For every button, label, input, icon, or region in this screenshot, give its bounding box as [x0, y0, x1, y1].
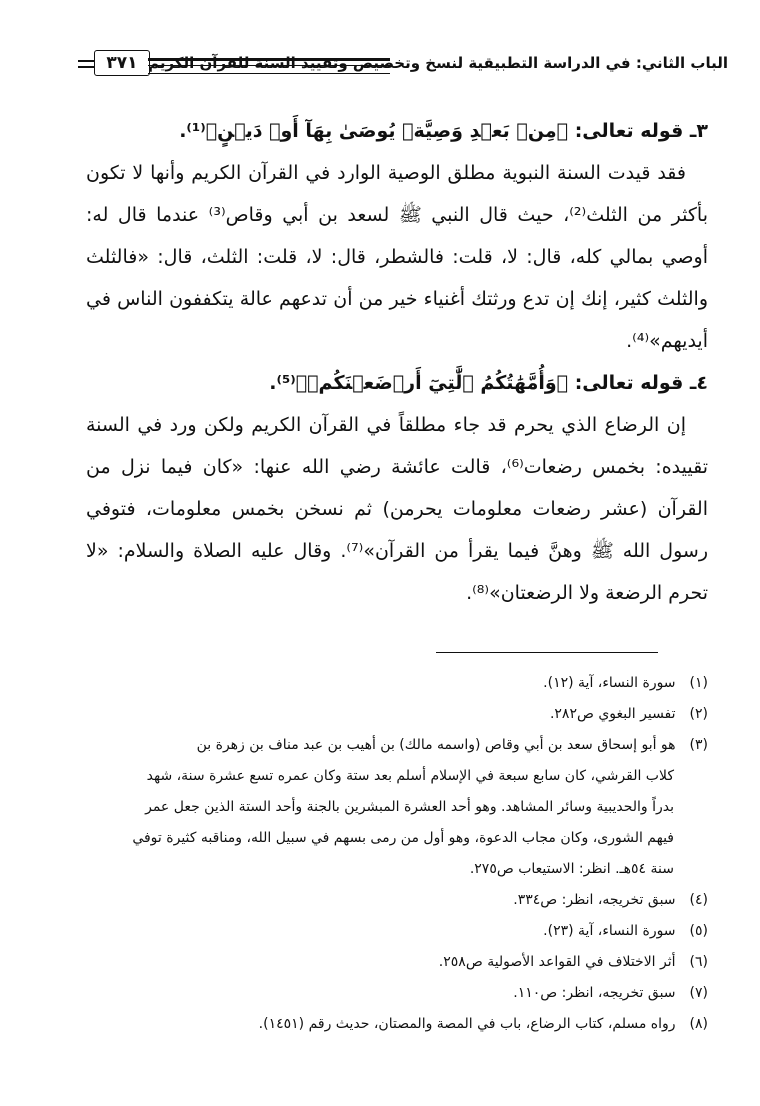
chapter-title: الباب الثاني: في الدراسة التطبيقية لنسخ وتخصيص وتقييد السنة للقرآن الكريم	[148, 54, 728, 72]
footnote-3	[86, 730, 708, 761]
footnote-number: (١)	[689, 675, 708, 691]
footnote-number: (٥)	[689, 923, 708, 939]
verse-heading-3: ٣ـ قوله تعالى: ﴿مِنۢ بَعۡدِ وَصِيَّةٖ يُوصَىٰ بِهَآ أَوۡ دَيۡنٍ﴾⁽¹⁾.	[179, 120, 708, 142]
footnote-text: رواه مسلم، كتاب الرضاع، باب في المصة والمصتان، حديث رقم (١٤٥١).	[258, 1016, 676, 1032]
footnote-5	[86, 916, 708, 947]
footnote-3-line-4: فيهم الشورى، وكان مجاب الدعوة، وهو أول من رمى بسهم في سبيل الله، ومناقبه كثيرة توفي	[132, 830, 674, 846]
footnote-text: سبق تخريجه، انظر: ص١١٠.	[513, 985, 676, 1001]
footnote-3-line-5: سنة ٥٤هـ. انظر: الاستيعاب ص٢٧٥.	[469, 861, 674, 877]
footnote-8	[86, 1009, 708, 1040]
verse-heading-4: ٤ـ قوله تعالى: ﴿وَأُمَّهَٰتُكُمُ ٱلَّٰتِيٓ أَرۡضَعۡنَكُمۡ﴾⁽⁵⁾.	[269, 372, 708, 394]
main-text	[86, 110, 708, 614]
footnote-text: سبق تخريجه، انظر: ص٣٣٤.	[513, 892, 676, 908]
paragraph-nursing: إن الرضاع الذي يحرم قد جاء مطلقاً في القرآن الكريم ولكن ورد في السنة تقييده: بخمس رضعات⁽⁶⁾، قالت عائشة رضي الله عنها: «كان فيما نزل من القرآن (عشر رضعات معلومات يحرمن) ثم نسخن بخمس معلومات، فتوفي رسول الله ﷺ وهنَّ فيما يقرأ من القرآن»⁽⁷⁾. وقال عليه الصلاة والسلام: «لا تحرم الرضعة ولا الرضعتان»⁽⁸⁾.	[86, 414, 709, 604]
footnote-7	[86, 978, 708, 1009]
footnote-text: هو أبو إسحاق سعد بن أبي وقاص (واسمه مالك) بن أهيب بن عبد مناف بن زهرة بن	[196, 737, 676, 753]
page-number: ٣٧١	[94, 50, 150, 76]
footnote-3-line-3: بدراً والحديبية وسائر المشاهد. وهو أحد العشرة المبشرين بالجنة وأحد الستة الذين جعل عمر	[145, 799, 674, 815]
footnote-separator	[436, 652, 658, 653]
footnote-text: سورة النساء، آية (٢٣).	[543, 923, 676, 939]
footnote-text: تفسير البغوي ص٢٨٢.	[549, 706, 676, 722]
footnote-4	[86, 885, 708, 916]
footnote-2	[86, 699, 708, 730]
footnote-number: (٦)	[689, 954, 708, 970]
header-rule-left	[78, 60, 94, 62]
footnote-6	[86, 947, 708, 978]
paragraph-will: فقد قيدت السنة النبوية مطلق الوصية الوارد في القرآن الكريم وأنها لا تكون بأكثر من الثلث⁽²⁾، حيث قال النبي ﷺ لسعد بن أبي وقاص⁽³⁾ عندما قال له: أوصي بمالي كله، قال: لا، قلت: فالشطر، قال: لا، قلت: الثلث، قال: «فالثلث والثلث كثير، إنك إن تدع ورثتك أغنياء خير من أن تدعهم عالة يتكففون الناس في أيديهم»⁽⁴⁾.	[86, 162, 708, 352]
page-header	[78, 52, 728, 82]
footnote-3-line-2: كلاب القرشي، كان سابع سبعة في الإسلام أسلم بعد ستة وكان عمره تسع عشرة سنة، شهد	[146, 768, 674, 784]
footnote-text: سورة النساء، آية (١٢).	[543, 675, 676, 691]
footnote-text: أثر الاختلاف في القواعد الأصولية ص٢٥٨.	[438, 954, 676, 970]
footnote-number: (٧)	[689, 985, 708, 1001]
footnote-1	[86, 668, 708, 699]
footnote-number: (٢)	[689, 706, 708, 722]
footnotes	[86, 668, 708, 1040]
footnote-number: (٣)	[689, 737, 708, 753]
footnote-number: (٤)	[689, 892, 708, 908]
footnote-number: (٨)	[689, 1016, 708, 1032]
header-rule	[148, 58, 390, 74]
